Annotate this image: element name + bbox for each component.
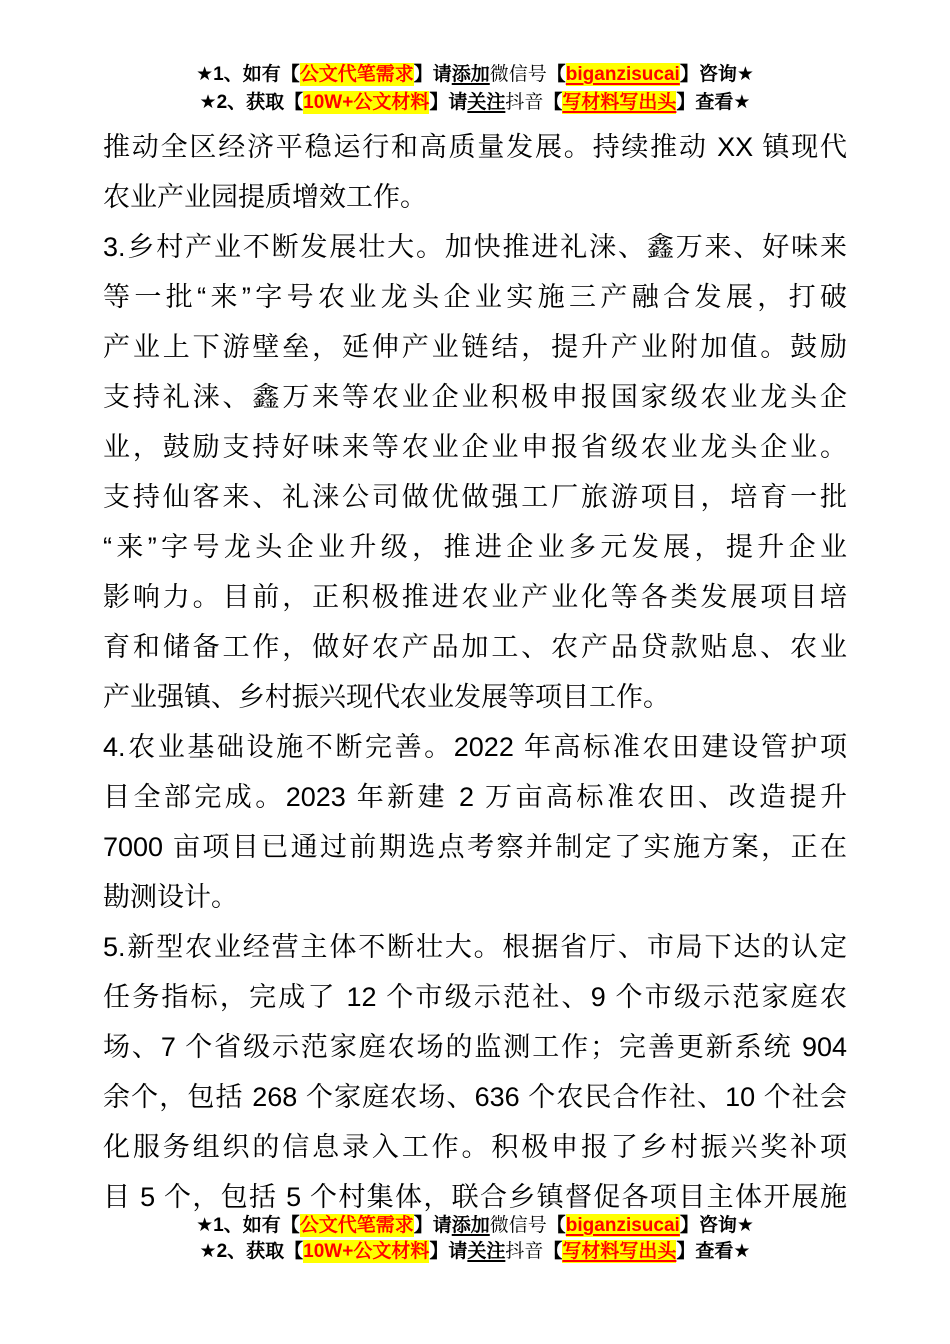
body-text-line: 4.农业基础设施不断完善。2022 年高标准农田建设管护项 <box>103 732 847 762</box>
header-promo-line-1 <box>0 61 950 89</box>
promo1-highlight-service: 公文代笔需求 <box>299 64 414 85</box>
body-text-line: 影响力。目前，正积极推进农业产业化等各类发展项目培 <box>103 582 847 612</box>
promo1-bracket: 【 <box>546 64 566 85</box>
body-text-line: 业，鼓励支持好味来等农业企业申报省级农业龙头企业。 <box>103 432 847 462</box>
body-text-line: 产业强镇、乡村振兴现代农业发展等项目工作。 <box>103 682 670 712</box>
promo1-prefix: ★1、如有【 <box>196 64 300 85</box>
promo2-douyin-label: 抖音 <box>505 1241 544 1262</box>
body-text-line: 目全部完成。2023 年新建 2 万亩高标准农田、改造提升 <box>103 782 847 812</box>
document-body-text <box>103 122 847 1222</box>
body-text-line: 农业产业园提质增效工作。 <box>103 182 427 212</box>
body-text-line: 支持礼涞、鑫万来等农业企业积极申报国家级农业龙头企 <box>103 382 847 412</box>
promo1-mid: 】请 <box>413 1215 452 1236</box>
body-text-line: 支持仙客来、礼涞公司做优做强工厂旅游项目，培育一批 <box>103 482 847 512</box>
promo2-highlight-materials: 10W+公文材料 <box>303 92 430 113</box>
promo1-wechat-id: biganzisucai <box>565 64 680 85</box>
body-text-line: 任务指标，完成了 12 个市级示范社、9 个市级示范家庭农 <box>103 982 847 1012</box>
body-text-line: 等一批“来”字号农业龙头企业实施三产融合发展，打破 <box>103 282 847 312</box>
promo1-suffix: 】咨询★ <box>679 64 754 85</box>
promo1-highlight-service: 公文代笔需求 <box>299 1215 414 1236</box>
promo2-underline-follow: 关注 <box>467 92 506 113</box>
promo1-prefix: ★1、如有【 <box>196 1215 300 1236</box>
promo2-bracket: 【 <box>543 92 563 113</box>
body-text-line: 3.乡村产业不断发展壮大。加快推进礼涞、鑫万来、好味来 <box>103 232 847 262</box>
promo2-suffix: 】查看★ <box>676 1241 751 1262</box>
promo2-mid: 】请 <box>429 1241 468 1262</box>
promo2-douyin-id: 写材料写出头 <box>562 92 677 113</box>
body-text-line: 目 5 个，包括 5 个村集体，联合乡镇督促各项目主体开展施 <box>103 1182 847 1212</box>
footer-promo-line-2 <box>0 1239 950 1265</box>
promo2-prefix: ★2、获取【 <box>199 92 304 113</box>
promo2-bracket: 【 <box>543 1241 563 1262</box>
promo1-wechat-label: 微信号 <box>489 1215 547 1236</box>
promo2-suffix: 】查看★ <box>676 92 751 113</box>
promo1-underline-add: 添加 <box>451 64 490 85</box>
promo2-highlight-materials: 10W+公文材料 <box>303 1241 430 1262</box>
promo1-underline-add: 添加 <box>451 1215 490 1236</box>
promo1-mid: 】请 <box>413 64 452 85</box>
body-text-line: 7000 亩项目已通过前期选点考察并制定了实施方案，正在 <box>103 832 847 862</box>
header-promo-line-2 <box>0 89 950 117</box>
promo2-prefix: ★2、获取【 <box>199 1241 304 1262</box>
promo2-douyin-label: 抖音 <box>505 92 544 113</box>
body-text-line: 化服务组织的信息录入工作。积极申报了乡村振兴奖补项 <box>103 1132 847 1162</box>
promo2-underline-follow: 关注 <box>467 1241 506 1262</box>
promo1-bracket: 【 <box>546 1215 566 1236</box>
body-text-line: 余个，包括 268 个家庭农场、636 个农民合作社、10 个社会 <box>103 1082 847 1112</box>
promo2-mid: 】请 <box>429 92 468 113</box>
body-text-line: 推动全区经济平稳运行和高质量发展。持续推动 XX 镇现代 <box>103 132 847 162</box>
body-text-line: 勘测设计。 <box>103 882 238 912</box>
promo2-douyin-id: 写材料写出头 <box>562 1241 677 1262</box>
header-promo <box>0 61 950 117</box>
body-text-line: 产业上下游壁垒，延伸产业链结，提升产业附加值。鼓励 <box>103 332 847 362</box>
promo1-wechat-label: 微信号 <box>489 64 547 85</box>
body-text-line: 5.新型农业经营主体不断壮大。根据省厅、市局下达的认定 <box>103 932 847 962</box>
body-text-line: 育和储备工作，做好农产品加工、农产品贷款贴息、农业 <box>103 632 847 662</box>
promo1-wechat-id: biganzisucai <box>565 1215 680 1236</box>
promo1-suffix: 】咨询★ <box>679 1215 754 1236</box>
footer-promo <box>0 1213 950 1265</box>
body-text-line: 场、7 个省级示范家庭农场的监测工作；完善更新系统 904 <box>103 1032 847 1062</box>
body-text-line: “来”字号龙头企业升级，推进企业多元发展，提升企业 <box>103 532 847 562</box>
footer-promo-line-1 <box>0 1213 950 1239</box>
